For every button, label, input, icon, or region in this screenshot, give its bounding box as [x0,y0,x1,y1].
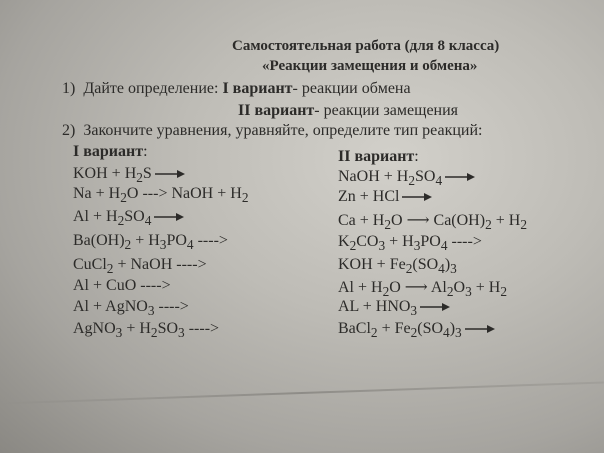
variant2-equation [338,277,507,300]
equation-text: CuCl$_2$ + NaOH ----> [73,256,207,277]
equation-text: Zn + HCl [338,188,400,205]
variant1-header-colon: : [143,143,148,160]
task-1-variant2 [238,102,458,120]
equation-text: KOH + $H_2S$ [73,165,152,186]
equation-text: Al + CuO ----> [73,277,171,294]
equation-text: KOH + $Fe_2(SO_4)_3$ [338,256,457,277]
equation-text: BaCl$_2$ + $Fe_2(SO_4)_3$ [338,320,462,341]
variant1-equation [73,208,184,229]
reaction-arrow-icon [445,172,475,182]
worksheet-title: Самостоятельная работа (для 8 класса) [232,38,500,54]
worksheet-subtitle: «Реакции замещения и обмена» [262,58,478,74]
reaction-arrow-icon [420,302,450,312]
task-1-variant2-label: II вариант [238,102,315,119]
variant1-equation [73,320,219,341]
equation-text: $Al + H_2SO_4$ [73,208,152,229]
equation-text: $Na + H_2O$ ---> NaOH + $H_2$ [73,185,249,206]
equation-text: $Ba(OH)_2 + H_3PO_4$ ----> [73,232,228,253]
variant2-equation [338,168,475,189]
equation-text: Al + AgNO$_3$ ----> [73,298,189,319]
variant1-equation [73,277,171,295]
variant1-equation [73,185,248,206]
equation-text: $K_2CO_3 + H_3PO_4$ ----> [338,233,482,254]
task-1-text: Дайте определение: [83,80,223,97]
variant1-equation [73,232,228,253]
equation-text: $Ca + H_2O$ ⟶ $Ca(OH)_2 + H_2$ [338,212,527,233]
equation-text: NaOH + $H_2SO_4$ [338,168,443,189]
reaction-arrow-icon [402,192,432,202]
variant2-header-colon: : [414,148,419,165]
reaction-arrow-icon [154,212,184,222]
variant2-equation [338,298,450,319]
equation-text: $Al + H_2O$ ⟶ $Al_2O_3 + H_2$ [338,279,508,300]
variant1-header-label: I вариант [73,143,144,160]
variant2-header [338,148,419,166]
variant2-equation [338,188,432,206]
equation-text: AgNO$_3$ + $H_2SO_3$ ----> [73,320,220,341]
equation-text: AL + $HNO_3$ [338,298,418,319]
task-2-text: Закончите уравнения, уравняйте, определите тип реакций: [83,122,483,139]
variant2-equation [338,233,482,254]
task-2 [62,122,482,140]
task-1-variant2-text: - реакции замещения [314,102,459,119]
variant2-equation [338,210,527,233]
variant1-equation [73,165,185,186]
variant2-header-label: II вариант [338,148,415,165]
task-1-variant1-text: - реакции обмена [292,80,411,97]
task-2-number: 2) [62,122,76,139]
variant2-equation [338,256,457,277]
variant1-header [73,143,148,161]
task-1 [62,80,411,98]
reaction-arrow-icon [155,169,185,179]
variant2-equation [338,320,495,341]
task-1-number: 1) [62,80,76,97]
task-1-variant1-label: I вариант [222,80,293,97]
variant1-equation [73,256,207,277]
reaction-arrow-icon [465,324,495,334]
variant1-equation [73,298,189,319]
